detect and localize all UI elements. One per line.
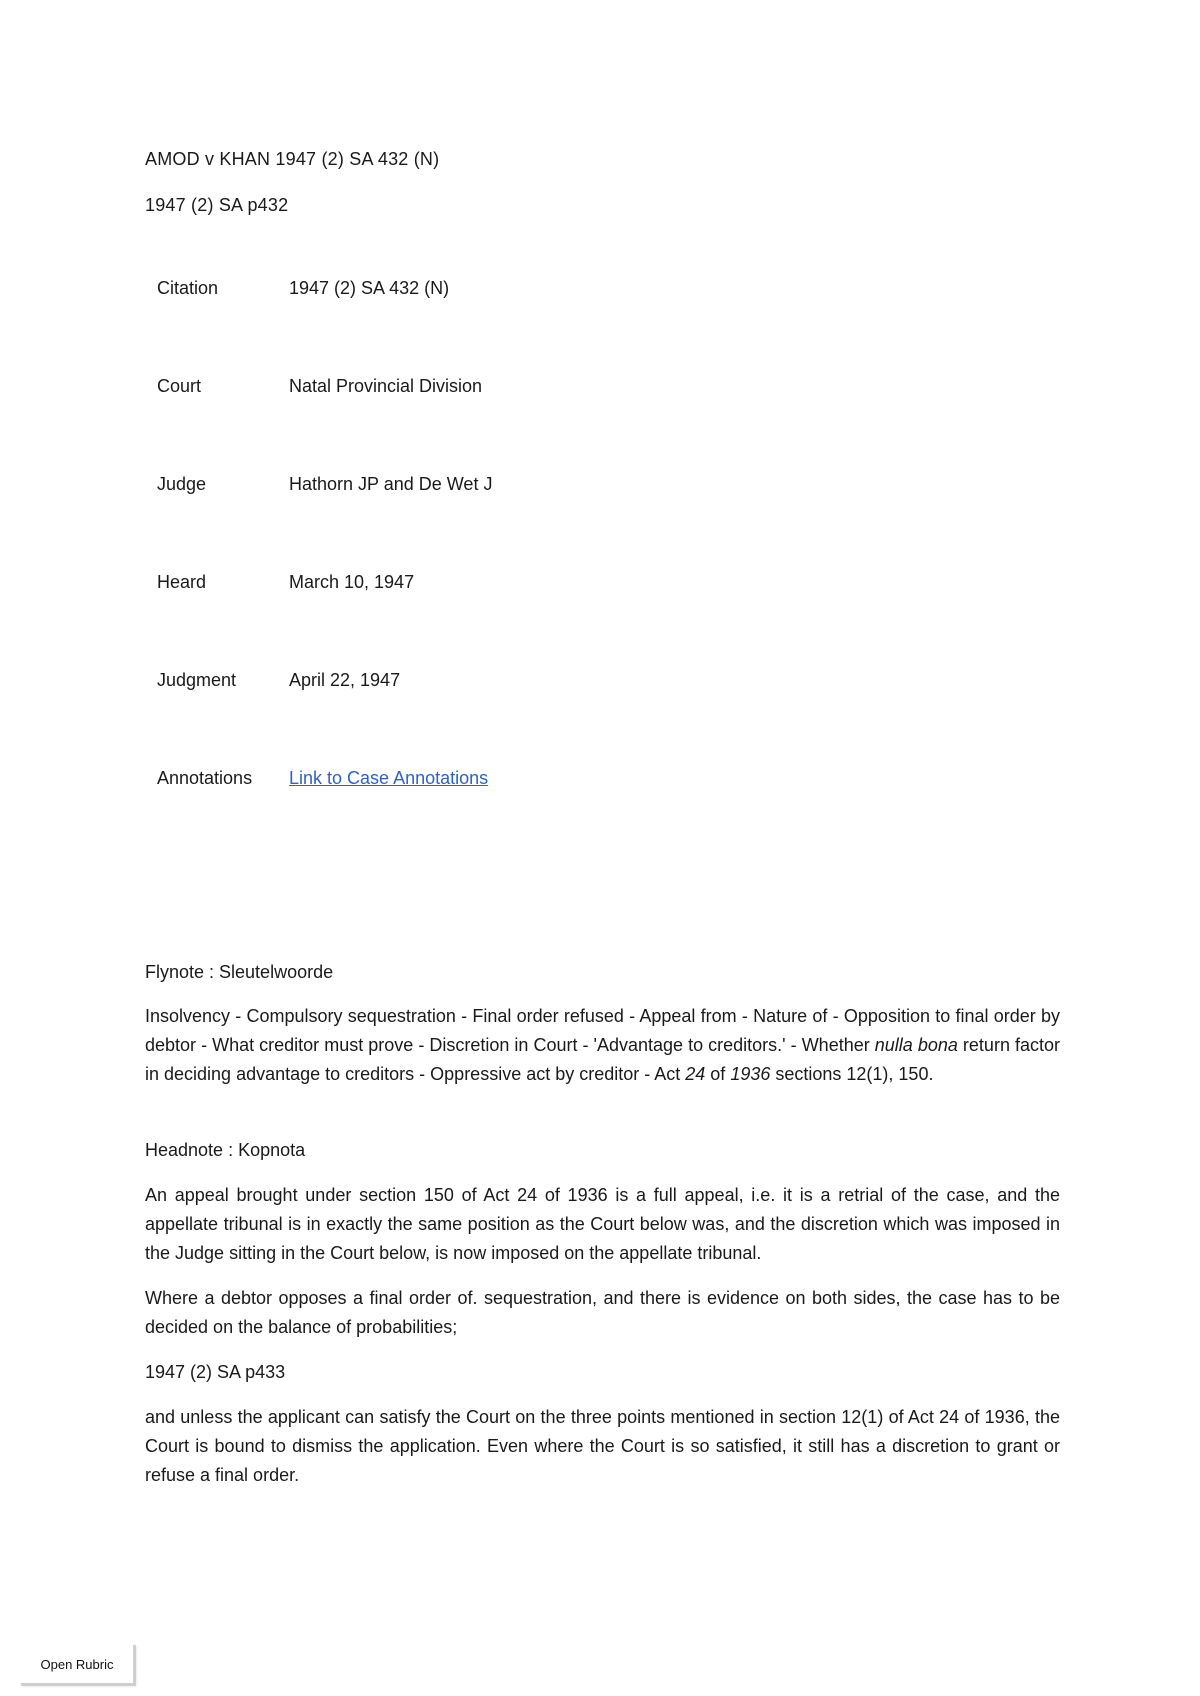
headnote-paragraph: and unless the applicant can satisfy the Court on the three points mentioned in section 12(1) of Act 24 of 1936, the Court is bound to dismiss the application. Even where the Court is so satisfied, it still has a discretion to grant or refuse a final order.	[145, 1407, 1060, 1485]
citation-value: 1947 (2) SA 432 (N)	[289, 278, 450, 298]
flynote-italic-nulla-bona: nulla bona	[874, 1035, 958, 1055]
flynote-text	[145, 1002, 1060, 1089]
open-rubric-button[interactable]: Open Rubric	[21, 1645, 136, 1686]
citation-label: Citation	[157, 278, 219, 298]
page-reference: 1947 (2) SA p433	[145, 1362, 286, 1382]
flynote-text-part4: sections 12(1), 150.	[770, 1064, 934, 1084]
flynote-text-part3: of	[705, 1064, 731, 1084]
court-value: Natal Provincial Division	[289, 376, 483, 396]
headnote-heading: Headnote : Kopnota	[145, 1140, 306, 1160]
heard-value: March 10, 1947	[289, 572, 415, 592]
judge-value: Hathorn JP and De Wet J	[289, 474, 493, 494]
judgment-value: April 22, 1947	[289, 670, 401, 690]
annotations-label: Annotations	[157, 768, 253, 788]
page-reference: 1947 (2) SA p432	[145, 195, 289, 215]
headnote-paragraph: Where a debtor opposes a final order of. sequestration, and there is evidence on both sides, the case has to be decided on the balance of probabilities;	[145, 1288, 1060, 1337]
judge-label: Judge	[157, 474, 207, 494]
flynote-text-part1: Insolvency - Compulsory sequestration - Final order refused - Appeal from - Nature of - Opposition to final order by debtor - What creditor must prove - Discretion in Court - 'Advantage to creditors.' - Whether	[145, 1006, 1060, 1055]
flynote-italic-act-year: 1936	[730, 1064, 771, 1084]
heard-label: Heard	[157, 572, 207, 592]
flynote-italic-act-number: 24	[685, 1064, 706, 1084]
court-label: Court	[157, 376, 202, 396]
case-title: AMOD v KHAN 1947 (2) SA 432 (N)	[145, 149, 440, 169]
headnote-paragraph: An appeal brought under section 150 of Act 24 of 1936 is a full appeal, i.e. it is a retrial of the case, and the appellate tribunal is in exactly the same position as the Court below was, and the discretion which was imposed in the Judge sitting in the Court below, is now imposed on the appellate tribunal.	[145, 1185, 1060, 1263]
flynote-text-part2: return factor in deciding advantage to creditors - Oppressive act by creditor - Act	[145, 1035, 1061, 1084]
flynote-heading: Flynote : Sleutelwoorde	[145, 962, 334, 982]
case-annotations-link[interactable]: Link to Case Annotations	[289, 768, 489, 788]
judgment-label: Judgment	[157, 670, 237, 690]
